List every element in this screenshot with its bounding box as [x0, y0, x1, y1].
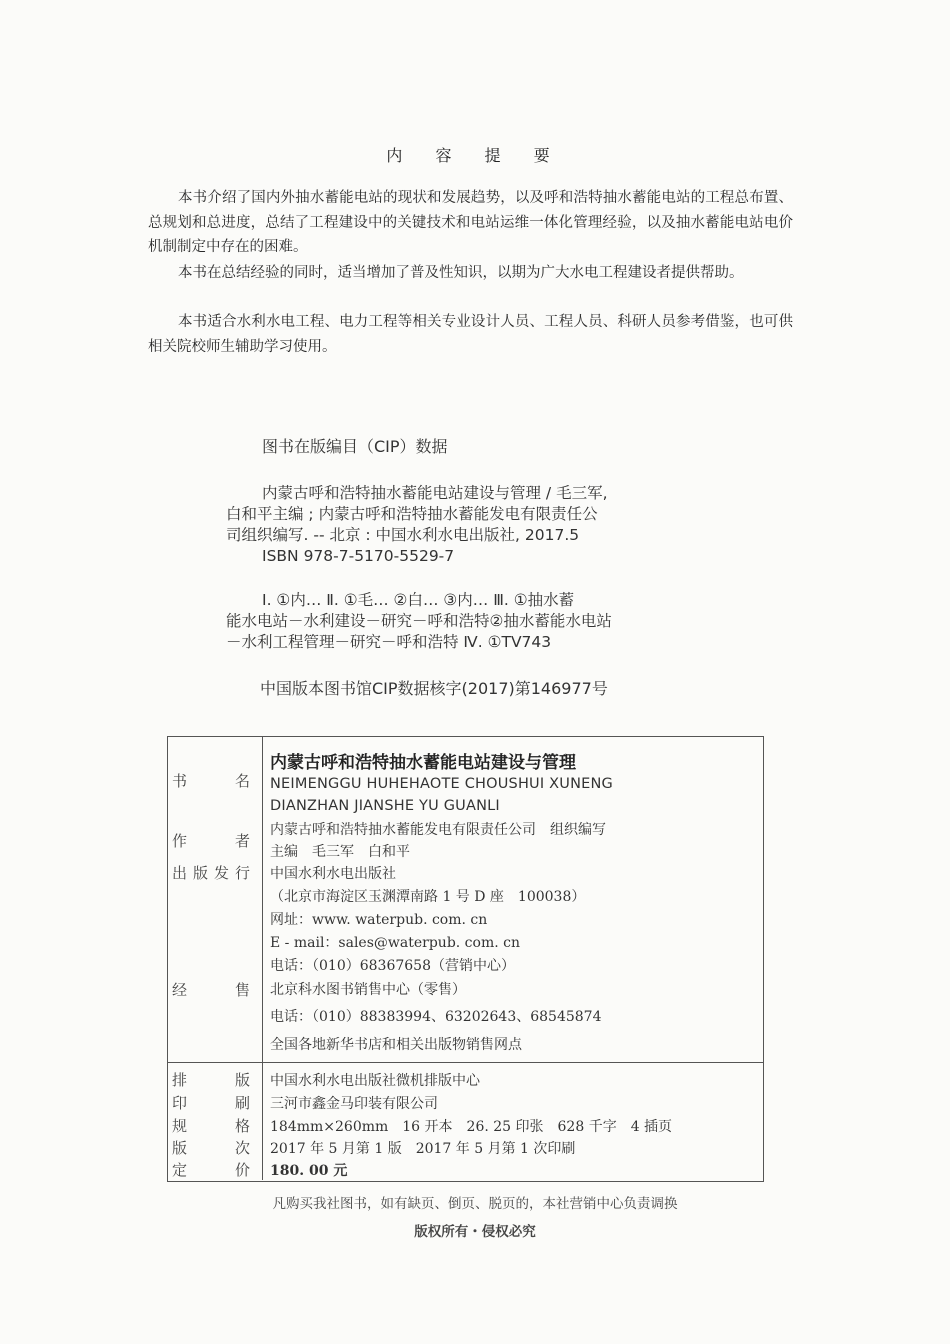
cip-class-line: 能水电站－水利建设－研究－呼和浩特②抽水蓄能水电站: [226, 612, 612, 630]
print-value: 三河市鑫金马印装有限公司: [270, 1096, 438, 1112]
publisher-line: 网址：www. waterpub. com. cn: [270, 912, 488, 928]
sales-line: 全国各地新华书店和相关出版物销售网点: [270, 1037, 522, 1053]
label-sales: 经售: [172, 981, 250, 999]
publisher-line: 电话：（010）68367658（营销中心）: [270, 958, 515, 974]
label-print: 印刷: [172, 1094, 250, 1112]
summary-paragraph: 本书介绍了国内外抽水蓄能电站的现状和发展趋势，以及呼和浩特抽水蓄能电站的工程总布置、总规划和总进度，总结了工程建设中的关键技术和电站运维一体化管理经验，以及抽水蓄能电站电价机制制定中存在的困难。: [148, 190, 793, 255]
publisher-line: （北京市海淀区玉渊潭南路 1 号 D 座 100038）: [270, 889, 586, 905]
summary-heading: 内 容 提 要: [386, 146, 564, 165]
book-title-en-line: DIANZHAN JIANSHE YU GUANLI: [270, 798, 500, 814]
label-book-title: 书名: [172, 772, 250, 790]
typeset-value: 中国水利水电出版社微机排版中心: [270, 1073, 480, 1089]
sales-line: 电话：（010）88383994、63202643、68545874: [270, 1009, 602, 1025]
summary-paragraph: 本书适合水利水电工程、电力工程等相关专业设计人员、工程人员、科研人员参考借鉴，也可供相关院校师生辅助学习使用。: [148, 314, 793, 355]
label-typeset: 排版: [172, 1071, 250, 1089]
book-title-en-line: NEIMENGGU HUHEHAOTE CHOUSHUI XUNENG: [270, 776, 613, 792]
book-title-en: [270, 773, 613, 817]
author-org: 内蒙古呼和浩特抽水蓄能发电有限责任公司 组织编写: [270, 822, 606, 838]
publisher-line: 中国水利水电出版社: [270, 866, 396, 882]
label-author: 作者: [172, 832, 250, 850]
label-price: 定价: [172, 1161, 250, 1179]
cip-record-line: 司组织编写. -- 北京 : 中国水利水电出版社, 2017.5: [226, 526, 580, 544]
label-spec: 规格: [172, 1117, 250, 1135]
footer-rights: 版权所有・侵权必究: [414, 1224, 536, 1240]
cip-class-line: Ⅰ. ①内… Ⅱ. ①毛… ②白… ③内… Ⅲ. ①抽水蓄: [262, 591, 575, 609]
label-publisher: 出版发行: [172, 864, 250, 882]
cip-classification: [226, 590, 696, 653]
spec-value: 184mm×260mm 16 开本 26. 25 印张 628 千字 4 插页: [270, 1119, 673, 1135]
table-divider: [262, 736, 263, 1180]
label-edition: 版次: [172, 1139, 250, 1157]
cip-record-line: 内蒙古呼和浩特抽水蓄能电站建设与管理 / 毛三军,: [262, 484, 608, 502]
price-value: 180. 00 元: [270, 1163, 348, 1179]
footer-notice: 凡购买我社图书，如有缺页、倒页、脱页的，本社营销中心负责调换: [272, 1196, 678, 1212]
summary-paragraph: 本书在总结经验的同时，适当增加了普及性知识，以期为广大水电工程建设者提供帮助。: [178, 265, 744, 281]
table-divider: [167, 1062, 763, 1063]
cip-title: 图书在版编目（CIP）数据: [262, 437, 448, 456]
book-title-cn: 内蒙古呼和浩特抽水蓄能电站建设与管理: [270, 753, 576, 773]
cip-record-line: 白和平主编 ; 内蒙古呼和浩特抽水蓄能发电有限责任公: [226, 505, 598, 523]
sales-line: 北京科水图书销售中心（零售）: [270, 982, 466, 998]
cip-record: [226, 483, 696, 567]
edition-value: 2017 年 5 月第 1 版 2017 年 5 月第 1 次印刷: [270, 1141, 576, 1157]
publisher-line: E - mail：sales@waterpub. com. cn: [270, 935, 520, 951]
cip-isbn: ISBN 978-7-5170-5529-7: [262, 547, 455, 565]
cip-verification: 中国版本图书馆CIP数据核字(2017)第146977号: [260, 679, 608, 698]
author-editors: 主编 毛三军 白和平: [270, 844, 410, 860]
cip-class-line: －水利工程管理－研究－呼和浩特 Ⅳ. ①TV743: [226, 633, 552, 651]
